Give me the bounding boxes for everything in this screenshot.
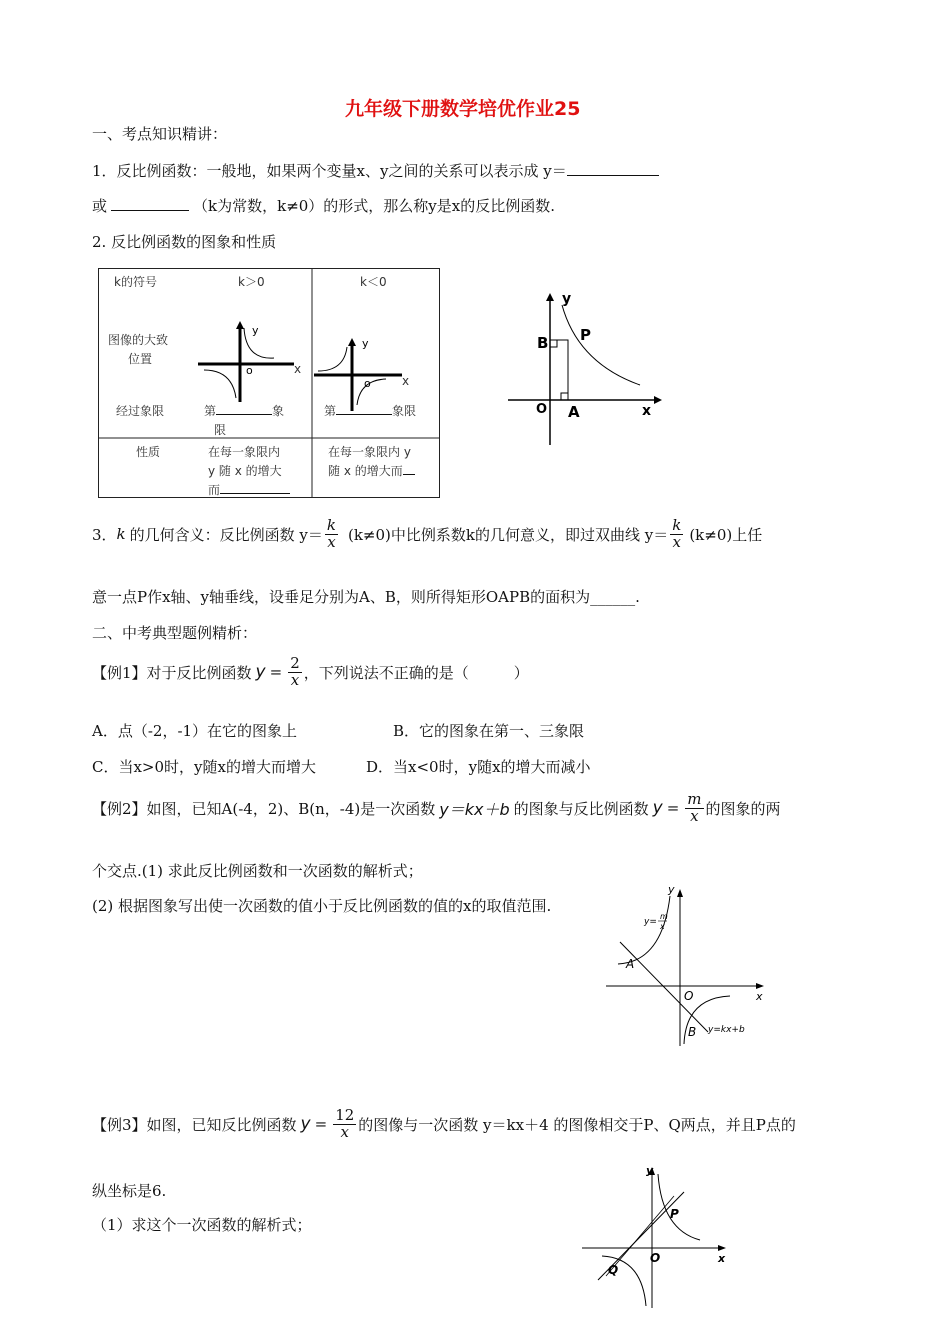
equals-sign: = xyxy=(269,663,283,682)
quadrant-negative xyxy=(324,402,416,419)
example-3-line-2: 纵坐标是6. xyxy=(92,1182,167,1200)
example-2-text: 的图象的两 xyxy=(705,799,781,818)
fraction-numerator: 12 xyxy=(335,1106,355,1124)
property-positive-2: y 随 x 的增大 xyxy=(208,464,282,478)
fig2-origin-label: O xyxy=(684,989,694,1003)
fraction-12-over-x xyxy=(333,1108,356,1141)
graph-k-negative xyxy=(312,323,422,413)
example-1-stem xyxy=(92,656,529,689)
property-negative-2 xyxy=(328,462,415,479)
example-1-text: ，下列说法不正确的是（ ） xyxy=(303,663,529,682)
fraction-numerator: 2 xyxy=(290,654,300,672)
point-3-line-1 xyxy=(92,518,762,551)
quadrant-text: 第 xyxy=(324,404,337,418)
fig3-y-label: y xyxy=(646,1164,654,1177)
fraction-2-over-x xyxy=(288,656,302,689)
fraction-k-over-x xyxy=(325,518,338,551)
point-1-tail: （k为常数，k≠0）的形式，那么称y是x的反比例函数. xyxy=(193,197,556,215)
example-1-y: y xyxy=(255,662,266,683)
point-2-heading: 2. 反比例函数的图象和性质 xyxy=(92,233,277,251)
example-3-stem xyxy=(92,1108,796,1141)
example-1-text: 【例1】对于反比例函数 xyxy=(92,663,252,682)
property-positive-1: 在每一象限内 xyxy=(208,445,281,459)
point-1-text: 1．反比例函数：一般地，如果两个变量x、y之间的关系可以表示成 y＝ xyxy=(92,162,567,180)
option-a: A．点（-2，-1）在它的图象上 xyxy=(92,722,298,740)
fraction-numerator: m xyxy=(687,790,702,808)
point-3-text-b: (k≠0)中比例系数k的几何意义，即过双曲线 y＝ xyxy=(347,525,669,544)
quadrant-text: 第 xyxy=(204,404,217,418)
section-2-heading: 二、中考典型题例精析： xyxy=(92,624,258,642)
fig1-o-label: O xyxy=(536,402,548,417)
fraction-numerator: k xyxy=(672,516,682,534)
table-header-sign: k的符号 xyxy=(114,275,157,289)
fig2-eq2-label: y=kx+b xyxy=(708,1025,745,1035)
linear-function: y＝kx＋b xyxy=(439,799,510,819)
fraction-denominator: x xyxy=(340,1122,349,1141)
example-2-line-2: 个交点.(1) 求此反比例函数和一次函数的解析式； xyxy=(92,862,423,880)
option-b: B．它的图象在第一、三象限 xyxy=(393,722,585,740)
point-1-or: 或 xyxy=(92,197,108,215)
answer-blank xyxy=(220,481,290,494)
example-3-text: 【例3】如图，已知反比例函数 xyxy=(92,1115,297,1134)
fig1-a-label: A xyxy=(568,403,580,421)
answer-blank xyxy=(216,402,272,415)
fraction-k-over-x xyxy=(670,518,683,551)
axis-x-label: x xyxy=(294,362,302,376)
example-2-stem xyxy=(92,792,781,825)
quadrant-text: 象限 xyxy=(392,404,417,418)
fig2-eq1-denominator: x xyxy=(660,922,665,931)
quadrant-positive xyxy=(204,402,284,419)
fraction-m-over-x xyxy=(685,792,703,825)
fraction-denominator: x xyxy=(290,670,300,689)
table-row-graph-label: 图像的大致 xyxy=(108,333,169,347)
fig1-p-label: P xyxy=(580,326,591,344)
fig2-y-label: y xyxy=(668,884,675,896)
fig1-x-label: x xyxy=(642,403,652,419)
axis-y-label: y xyxy=(252,324,259,337)
axis-y-label: y xyxy=(362,337,369,350)
fraction-denominator: x xyxy=(690,806,699,825)
point-3-line-2: 意一点P作x轴、y轴垂线，设垂足分别为A、B，则所得矩形OAPB的面积为______. xyxy=(92,588,640,606)
option-c: C．当x>0时，y随x的增大而增大 xyxy=(92,758,316,776)
fig2-b-label: B xyxy=(688,1025,697,1039)
example-2-text: 的图象与反比例函数 xyxy=(513,799,649,818)
answer-blank xyxy=(403,462,415,475)
point-3-text-a: 的几何含义：反比例函数 y＝ xyxy=(129,525,323,544)
quadrant-text: 象 xyxy=(272,404,285,418)
property-text: 随 x 的增大而 xyxy=(328,464,403,478)
point-3-text-c: (k≠0)上任 xyxy=(689,525,763,544)
answer-blank xyxy=(111,196,189,211)
figure-example-3 xyxy=(576,1162,736,1312)
fraction-numerator: k xyxy=(326,516,336,534)
axis-x-label: x xyxy=(402,374,410,388)
option-d: D．当x<0时，y随x的增大而减小 xyxy=(366,758,591,776)
fig3-origin-label: O xyxy=(650,1251,661,1265)
fig2-a-label: A xyxy=(626,957,635,971)
example-2-y: y xyxy=(652,798,663,819)
equals-sign: = xyxy=(666,799,680,818)
fig1-b-label: B xyxy=(537,334,549,352)
quadrant-positive-line2: 限 xyxy=(214,423,227,437)
example-3-y: y xyxy=(300,1114,311,1135)
table-row-quadrant-label: 经过象限 xyxy=(116,404,165,418)
example-3-text: 的图像与一次函数 y＝kx＋4 的图像相交于P、Q两点，并且P点的 xyxy=(358,1115,796,1134)
fraction-denominator: x xyxy=(327,532,336,551)
fig2-eq1-label: y= xyxy=(644,917,657,927)
figure-example-2 xyxy=(600,884,780,1050)
point-3-number: 3． xyxy=(92,525,117,544)
example-2-text: 【例2】如图，已知A(-4，2)、B(n，-4)是一次函数 xyxy=(92,799,436,818)
section-1-heading: 一、考点知识精讲： xyxy=(92,125,228,143)
fig3-x-label: x xyxy=(718,1252,726,1265)
example-2-line-3: (2) 根据图象写出使一次函数的值小于反比例函数的值的x的取值范围. xyxy=(92,897,552,915)
origin-label: o xyxy=(364,377,371,390)
table-row-property-label: 性质 xyxy=(136,445,161,459)
example-3-line-3: （1）求这个一次函数的解析式； xyxy=(92,1216,312,1234)
graph-k-positive xyxy=(194,318,304,408)
point-1-line-1 xyxy=(92,160,659,181)
answer-blank xyxy=(567,161,659,176)
table-header-k-positive: k＞0 xyxy=(238,275,265,289)
property-text: 而 xyxy=(208,483,221,497)
point-3-k: k xyxy=(116,525,126,544)
properties-table xyxy=(98,268,440,498)
fig2-eq1-numerator: m xyxy=(660,912,668,921)
figure-rectangle-oapb xyxy=(500,285,670,445)
fig1-y-label: y xyxy=(562,291,572,307)
table-row-graph-label-2: 位置 xyxy=(128,352,153,366)
point-1-line-2 xyxy=(92,195,555,216)
property-negative-1: 在每一象限内 y xyxy=(328,445,411,459)
equals-sign: = xyxy=(314,1115,328,1134)
origin-label: o xyxy=(246,364,253,377)
table-header-k-negative: k＜0 xyxy=(360,275,387,289)
fig3-q-label: Q xyxy=(608,1263,619,1277)
fraction-denominator: x xyxy=(672,532,682,551)
page-title: 九年级下册数学培优作业25 xyxy=(345,98,581,120)
answer-blank xyxy=(336,402,392,415)
fig3-p-label: P xyxy=(670,1207,679,1221)
property-positive-3 xyxy=(208,481,290,498)
fig2-x-label: x xyxy=(756,990,763,1003)
